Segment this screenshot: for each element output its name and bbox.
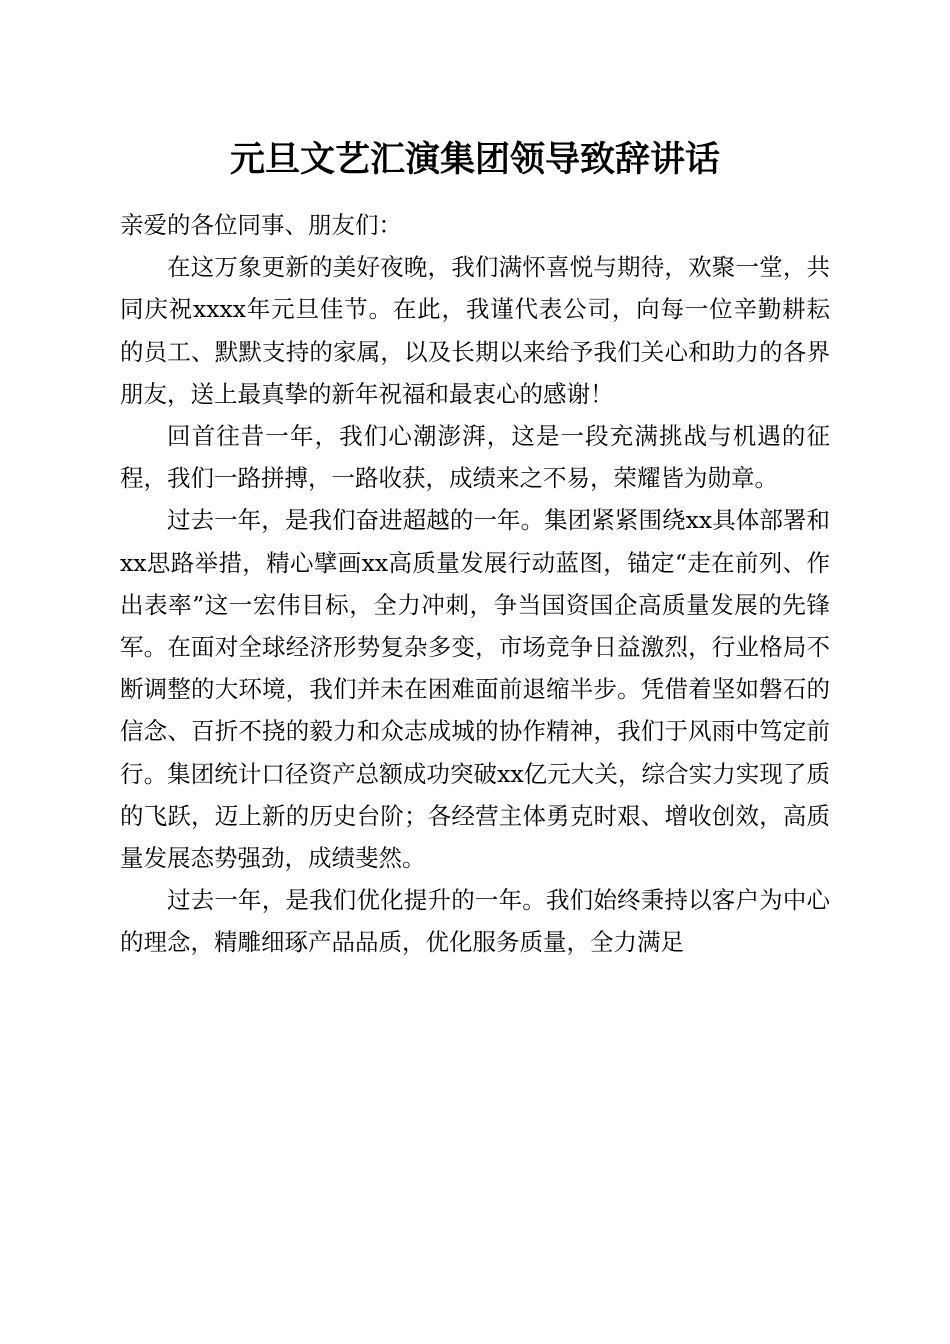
- paragraph: 回首往昔一年，我们心潮澎湃，这是一段充满挑战与机遇的征程，我们一路拼搏，一路收获，成绩来之不易，荣耀皆为勋章。: [120, 422, 830, 493]
- document-body: [120, 204, 830, 964]
- page-title: 元旦文艺汇演集团领导致辞讲话: [229, 139, 720, 180]
- salutation: 亲爱的各位同事、朋友们：: [120, 211, 402, 239]
- paragraph: 过去一年，是我们优化提升的一年。我们始终秉持以客户为中心的理念，精雕细琢产品品质，优化服务质量，全力满足: [120, 886, 830, 957]
- paragraph: 在这万象更新的美好夜晚，我们满怀喜悦与期待，欢聚一堂，共同庆祝xxxx年元旦佳节。在此，我谨代表公司，向每一位辛勤耕耘的员工、默默支持的家属，以及长期以来给予我们关心和助力的各界朋友，送上最真挚的新年祝福和最衷心的感谢！: [120, 253, 830, 408]
- paragraph: 过去一年，是我们奋进超越的一年。集团紧紧围绕xx具体部署和xx思路举措，精心擘画xx高质量发展行动蓝图，锚定“走在前列、作出表率”这一宏伟目标，全力冲刺，争当国资国企高质量发展的先锋军。在面对全球经济形势复杂多变，市场竞争日益激烈，行业格局不断调整的大环境，我们并未在困难面前退缩半步。凭借着坚如磐石的信念、百折不挠的毅力和众志成城的协作精神，我们于风雨中笃定前行。集团统计口径资产总额成功突破xx亿元大关，综合实力实现了质的飞跃，迈上新的历史台阶；各经营主体勇克时艰、增收创效，高质量发展态势强劲，成绩斐然。: [120, 506, 830, 873]
